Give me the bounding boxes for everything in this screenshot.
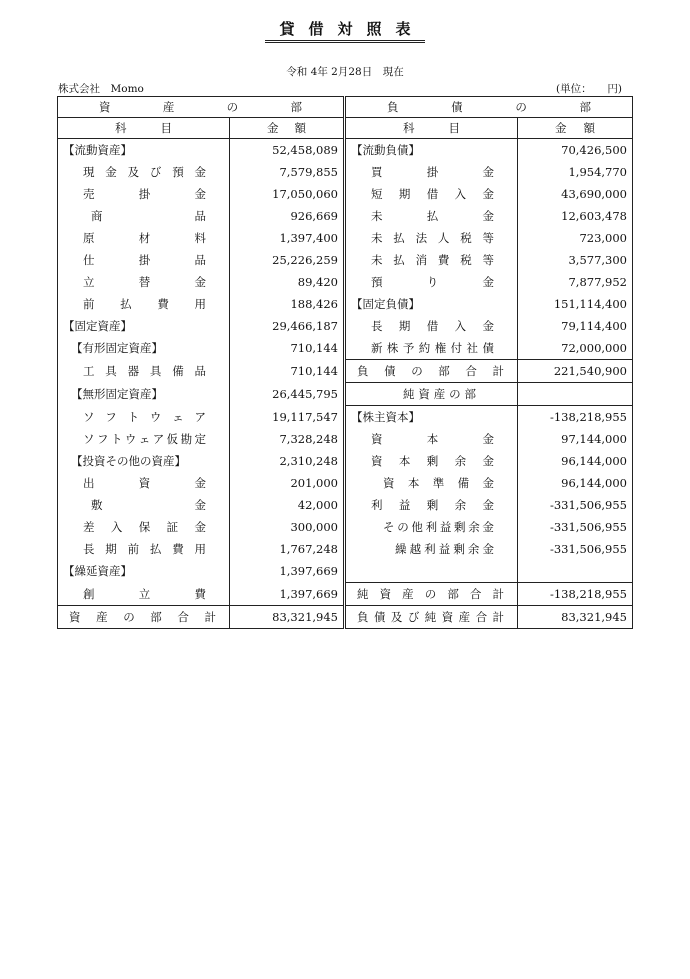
liability-account-label	[345, 560, 518, 583]
liability-amount: 221,540,900	[518, 360, 633, 383]
grand-total-row	[58, 606, 633, 629]
liability-amount: 79,114,400	[518, 315, 633, 337]
asset-account-label: 原 材 料	[58, 227, 230, 249]
table-row	[58, 315, 633, 337]
table-row	[58, 249, 633, 271]
asset-amount: 2,310,248	[230, 450, 345, 472]
table-row	[58, 472, 633, 494]
asset-amount: 201,000	[230, 472, 345, 494]
asset-amount: 52,458,089	[230, 139, 345, 162]
table-row	[58, 227, 633, 249]
liability-amount: 96,144,000	[518, 450, 633, 472]
asset-amount: 29,466,187	[230, 315, 345, 337]
liability-account-label: 長 期 借 入 金	[345, 315, 518, 337]
table-row	[58, 583, 633, 606]
asset-amount: 7,579,855	[230, 161, 345, 183]
liabilities-section-header: 負 債 の 部	[345, 97, 633, 118]
liability-amount: 1,954,770	[518, 161, 633, 183]
table-row	[58, 516, 633, 538]
asset-amount: 26,445,795	[230, 383, 345, 406]
asset-amount: 1,397,669	[230, 583, 345, 606]
asset-amount: 710,144	[230, 337, 345, 360]
document-title: 貸借対照表	[0, 18, 690, 39]
asset-account-label: 商 品	[58, 205, 230, 227]
asset-account-label: 売 掛 金	[58, 183, 230, 205]
liability-account-label: 短 期 借 入 金	[345, 183, 518, 205]
asset-amount: 300,000	[230, 516, 345, 538]
section-header-row	[58, 97, 633, 118]
asset-account-label: 【無形固定資産】	[58, 383, 230, 406]
assets-total-label: 資 産 の 部 合 計	[58, 606, 230, 629]
table-row	[58, 494, 633, 516]
liability-amount: -331,506,955	[518, 538, 633, 560]
asset-account-label: 出 資 金	[58, 472, 230, 494]
grand-total-label: 負 債 及 び 純 資 産 合 計	[345, 606, 518, 629]
table-row	[58, 360, 633, 383]
table-row	[58, 139, 633, 162]
liability-account-label: 資 本 剰 余 金	[345, 450, 518, 472]
asset-amount: 42,000	[230, 494, 345, 516]
assets-section-header: 資 産 の 部	[58, 97, 345, 118]
liability-amount	[518, 560, 633, 583]
asset-account-label: 仕 掛 品	[58, 249, 230, 271]
company-name: 株式会社 Momo	[58, 83, 144, 95]
asset-amount: 25,226,259	[230, 249, 345, 271]
asset-account-label: 【有形固定資産】	[58, 337, 230, 360]
asset-account-label: 現 金 及 び 預 金	[58, 161, 230, 183]
asset-account-label: ソ フ ト ウ ェ ア 仮 勘 定	[58, 428, 230, 450]
asset-amount: 188,426	[230, 293, 345, 315]
asset-account-label: 工 具 器 具 備 品	[58, 360, 230, 383]
table-row	[58, 205, 633, 227]
liabilities-account-header: 科 目	[345, 118, 518, 139]
liabilities-amount-header: 金 額	[518, 118, 633, 139]
table-row	[58, 538, 633, 560]
liability-amount: 72,000,000	[518, 337, 633, 360]
asset-account-label: 差 入 保 証 金	[58, 516, 230, 538]
liability-amount: -138,218,955	[518, 406, 633, 429]
asset-amount: 1,397,400	[230, 227, 345, 249]
liability-amount: -138,218,955	[518, 583, 633, 606]
liability-account-label: 【株主資本】	[345, 406, 518, 429]
asset-amount: 17,050,060	[230, 183, 345, 205]
liability-account-label: 負 債 の 部 合 計	[345, 360, 518, 383]
table-row	[58, 450, 633, 472]
liability-account-label: 未 払 金	[345, 205, 518, 227]
grand-total-amount: 83,321,945	[518, 606, 633, 629]
table-row	[58, 383, 633, 406]
assets-account-header: 科 目	[58, 118, 230, 139]
liability-amount: 151,114,400	[518, 293, 633, 315]
table-row	[58, 560, 633, 583]
asset-account-label: ソ フ ト ウ ェ ア	[58, 406, 230, 429]
asset-account-label: 立 替 金	[58, 271, 230, 293]
table-row	[58, 271, 633, 293]
asset-account-label: 【流動資産】	[58, 139, 230, 162]
table-row	[58, 293, 633, 315]
liability-amount: 723,000	[518, 227, 633, 249]
asset-account-label: 前 払 費 用	[58, 293, 230, 315]
liability-amount: 70,426,500	[518, 139, 633, 162]
liability-amount: 12,603,478	[518, 205, 633, 227]
liability-amount: 7,877,952	[518, 271, 633, 293]
asset-amount: 1,397,669	[230, 560, 345, 583]
table-row	[58, 161, 633, 183]
table-row	[58, 406, 633, 429]
as-of-date: 令和 4年 2月28日 現在	[286, 66, 404, 78]
asset-account-label: 敷 金	[58, 494, 230, 516]
liability-account-label: 【流動負債】	[345, 139, 518, 162]
liability-account-label: 【固定負債】	[345, 293, 518, 315]
liability-account-label: 買 掛 金	[345, 161, 518, 183]
asset-account-label: 【固定資産】	[58, 315, 230, 337]
liability-amount: 43,690,000	[518, 183, 633, 205]
asset-amount: 89,420	[230, 271, 345, 293]
liability-account-label: 資 本 準 備 金	[345, 472, 518, 494]
assets-amount-header: 金 額	[230, 118, 345, 139]
table-row	[58, 183, 633, 205]
asset-amount: 7,328,248	[230, 428, 345, 450]
liability-amount: 96,144,000	[518, 472, 633, 494]
unit-label: (単位： 円)	[556, 83, 622, 95]
liability-account-label: 資 本 金	[345, 428, 518, 450]
asset-amount: 1,767,248	[230, 538, 345, 560]
asset-amount: 926,669	[230, 205, 345, 227]
liability-account-label: 繰 越 利 益 剰 余 金	[345, 538, 518, 560]
asset-account-label: 【投資その他の資産】	[58, 450, 230, 472]
liability-amount	[518, 383, 633, 406]
liability-amount: 3,577,300	[518, 249, 633, 271]
liability-account-label: 未 払 消 費 税 等	[345, 249, 518, 271]
balance-sheet-table	[57, 96, 633, 629]
liability-account-label: 純 資 産 の 部 合 計	[345, 583, 518, 606]
asset-amount: 19,117,547	[230, 406, 345, 429]
table-row	[58, 337, 633, 360]
asset-account-label: 創 立 費	[58, 583, 230, 606]
liability-amount: -331,506,955	[518, 516, 633, 538]
asset-amount: 710,144	[230, 360, 345, 383]
asset-account-label: 【繰延資産】	[58, 560, 230, 583]
liability-amount: 97,144,000	[518, 428, 633, 450]
liability-account-label: 利 益 剰 余 金	[345, 494, 518, 516]
liability-account-label: 未 払 法 人 税 等	[345, 227, 518, 249]
liability-account-label: そ の 他 利 益 剰 余 金	[345, 516, 518, 538]
assets-total-amount: 83,321,945	[230, 606, 345, 629]
liability-account-label: 純 資 産 の 部	[345, 383, 518, 406]
asset-account-label: 長 期 前 払 費 用	[58, 538, 230, 560]
liability-account-label: 新 株 予 約 権 付 社 債	[345, 337, 518, 360]
table-row	[58, 428, 633, 450]
liability-account-label: 預 り 金	[345, 271, 518, 293]
column-header-row	[58, 118, 633, 139]
liability-amount: -331,506,955	[518, 494, 633, 516]
